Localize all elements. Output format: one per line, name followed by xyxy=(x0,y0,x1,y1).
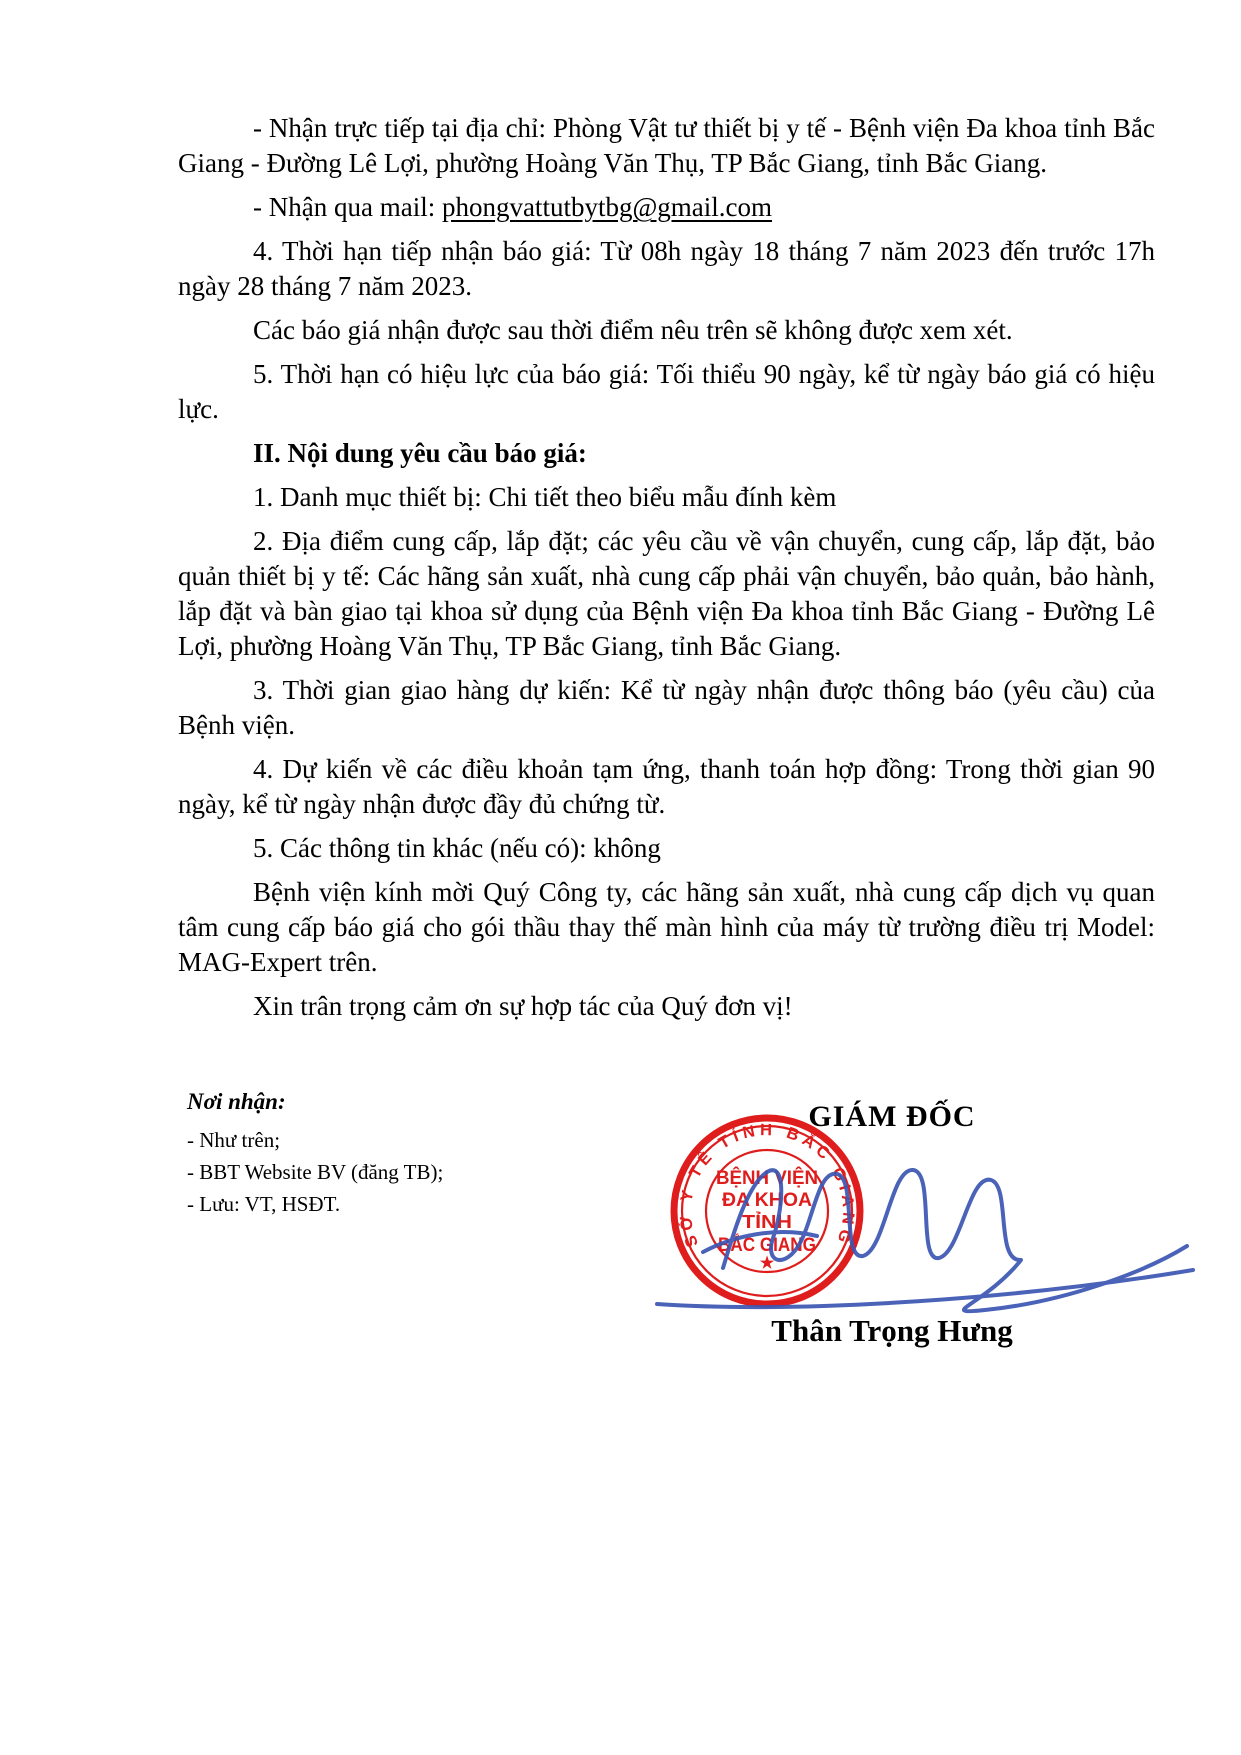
signer-name: Thân Trọng Hưng xyxy=(771,1313,1013,1348)
stamp-star-icon: ★ xyxy=(759,1255,775,1272)
stamp-center-line: TỈNH xyxy=(742,1212,784,1232)
recipient-item: - Như trên; xyxy=(187,1128,281,1152)
paragraph-thanks: Xin trân trọng cảm ơn sự hợp tác của Quý đơn vị! xyxy=(253,991,793,1021)
handwritten-signature xyxy=(645,1140,1205,1325)
paragraph-deadline: 4. Thời hạn tiếp nhận báo giá: Từ 08h ngày 18 tháng 7 năm 2023 đến trước 17h ngày 28 tháng 7 năm 2023. xyxy=(178,236,1155,301)
paragraph-late-quotes: Các báo giá nhận được sau thời điểm nêu trên sẽ không được xem xét. xyxy=(253,315,1013,345)
paragraph-invitation: Bệnh viện kính mời Quý Công ty, các hãng sản xuất, nhà cung cấp dịch vụ quan tâm cung cấp báo giá cho gói thầu thay thế màn hình của máy từ trường điều trị Model: MAG-Expert trên. xyxy=(178,877,1155,977)
recipients-heading: Nơi nhận: xyxy=(187,1089,286,1114)
signature-main-stroke xyxy=(723,1170,1187,1311)
stamp-ring-text: SỞ Y TẾ TỈNH BẮC GIANG xyxy=(676,1121,858,1250)
paragraph-receive-mail xyxy=(178,190,1155,225)
email-link[interactable]: phongvattutbytbg@gmail.com xyxy=(441,192,773,222)
stamp-center-line: BỆNH VIỆN xyxy=(716,1168,820,1189)
paragraph-delivery-location: 2. Địa điểm cung cấp, lắp đặt; các yêu cầu về vận chuyển, cung cấp, lắp đặt, bảo quản thiết bị y tế: Các hãng sản xuất, nhà cung cấp phải vận chuyển, bảo quản, bảo hành, lắp đặt và bàn giao tại khoa sử dụng của Bệnh viện Đa khoa tỉnh Bắc Giang - Đường Lê Lợi, phường Hoàng Văn Thụ, TP Bắc Giang, tỉnh Bắc Giang. xyxy=(178,526,1155,661)
section-ii-heading: II. Nội dung yêu cầu báo giá: xyxy=(253,438,587,468)
recipients-block xyxy=(187,1086,443,1220)
stamp-center-line: ĐA KHOA xyxy=(722,1190,813,1211)
paragraph-validity: 5. Thời hạn có hiệu lực của báo giá: Tối thiểu 90 ngày, kể từ ngày báo giá có hiệu lực. xyxy=(178,359,1155,424)
stamp-center-line: BẮC GIANG xyxy=(718,1235,827,1256)
director-title: GIÁM ĐỐC xyxy=(808,1100,976,1133)
paragraph-equipment-list: 1. Danh mục thiết bị: Chi tiết theo biểu mẫu đính kèm xyxy=(253,482,837,512)
paragraph-delivery-time: 3. Thời gian giao hàng dự kiến: Kể từ ngày nhận được thông báo (yêu cầu) của Bệnh viện. xyxy=(178,675,1155,740)
paragraph-other-info: 5. Các thông tin khác (nếu có): không xyxy=(253,833,661,863)
signature-underline-stroke xyxy=(657,1270,1193,1307)
recipient-item: - Lưu: VT, HSĐT. xyxy=(187,1192,341,1216)
mail-prefix-text: - Nhận qua mail: xyxy=(253,192,442,222)
recipient-item: - BBT Website BV (đăng TB); xyxy=(187,1160,444,1184)
paragraph-payment-terms: 4. Dự kiến về các điều khoản tạm ứng, thanh toán hợp đồng: Trong thời gian 90 ngày, kể từ ngày nhận được đầy đủ chứng từ. xyxy=(178,754,1155,819)
paragraph-receive-address: - Nhận trực tiếp tại địa chỉ: Phòng Vật tư thiết bị y tế - Bệnh viện Đa khoa tỉnh Bắc Giang - Đường Lê Lợi, phường Hoàng Văn Thụ, TP Bắc Giang, tỉnh Bắc Giang. xyxy=(178,113,1155,178)
letter-body xyxy=(178,110,1155,1024)
